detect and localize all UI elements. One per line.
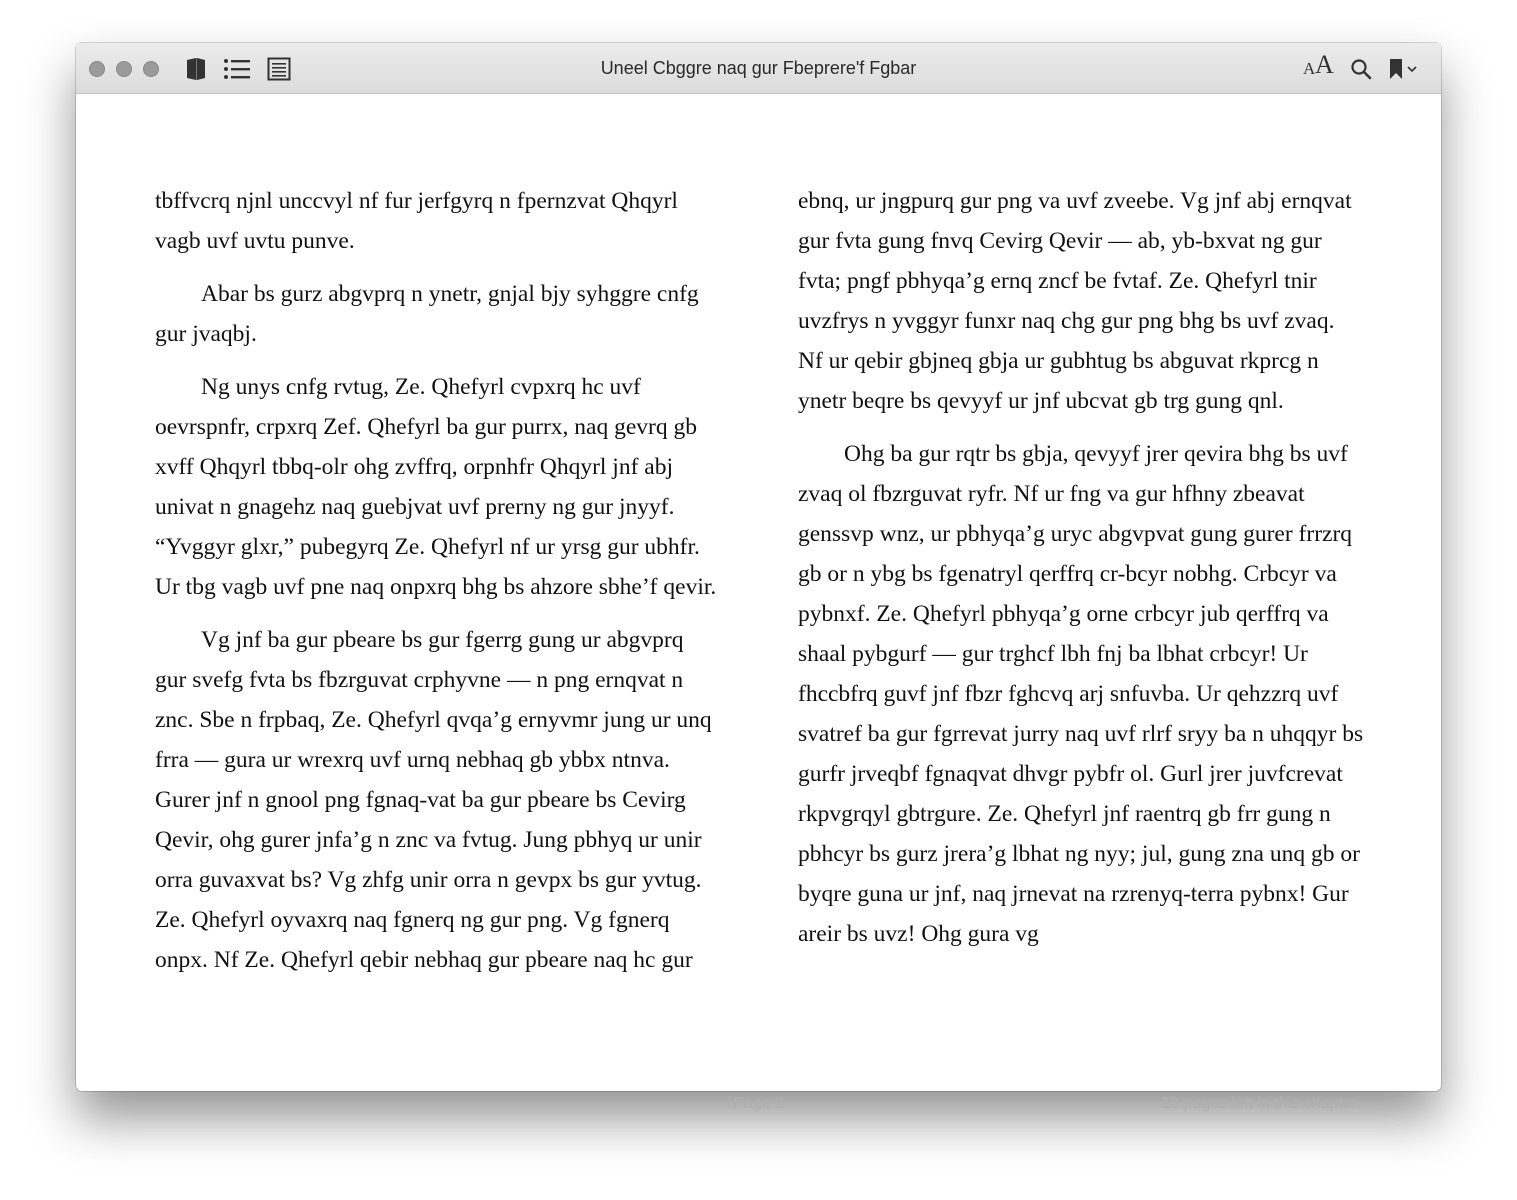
book-title: Uneel Cbggre naq gur Fbeprere'f Fgbar xyxy=(600,58,917,78)
paragraph: Ng unys cnfg rvtug, Ze. Qhefyrl cvpxrq hc uvf oevrspnfr, crpxrq Zef. Qhefyrl ba gur purrx, naq gevrq gb xvff Qhqyrl tbbq-olr ohg zvffrq, orpnhfr Qhqyrl jnf abj univat n gnagehz naq guebjvat uvf prerny ng gur jnyyf. “Yvggyr glxr,” pubegyrq Ze. Qhefyrl nf ur yrsg gur ubhfr. Ur tbg vagb uvf pne naq onpxrq bhg bs ahzore sbhe’f qevir. xyxy=(155,374,717,600)
page-number: Page 2 xyxy=(733,1095,784,1112)
close-window-button[interactable] xyxy=(89,61,105,77)
font-size-small-label: A xyxy=(1303,59,1316,78)
reader-window xyxy=(76,43,1441,1112)
paragraph: Vg jnf ba gur pbeare bs gur fgerrg gung ur abgvprq gur svefg fvta bs fbzrguvat crphyvne — n png ernqvat n znc. Sbe n frpbaq, Ze. Qhefyrl qvqa’g ernyvmr jung ur unq frra — gura ur wrexrq uvf urnq nebhaq gb ybbx ntnva. Gurer jnf n gnool png fgnaq-vat ba gur pbeare bs Cevirg Qevir, ohg gurer jnfa’g n znc va fvtug. Jung pbhyq ur unir orra guvaxvat bs? Vg zhfg unir orra n gevpx bs gur yvtug. Ze. Qhefyrl oyvaxrq naq fgnerq ng gur png. Vg fgnerq onpx. Nf Ze. Qhefyrl qebir nebhaq gur pbeare naq hc gur xyxy=(155,627,712,973)
paragraph: Abar bs gurz abgvprq n ynetr, gnjal bjy syhggre cnfg gur jvaqbj. xyxy=(155,281,699,347)
font-size-icon[interactable] xyxy=(1301,50,1337,83)
notes-icon[interactable] xyxy=(265,55,293,83)
zoom-window-button[interactable] xyxy=(143,61,159,77)
bookmark-icon[interactable] xyxy=(1386,55,1406,83)
title-bar xyxy=(76,43,1441,94)
paragraph: tbffvcrq njnl unccvyl nf fur jerfgyrq n fpernzvat Qhqyrl vagb uvf uvtu punve. xyxy=(155,188,678,254)
library-icon[interactable] xyxy=(182,55,210,83)
table-of-contents-icon[interactable] xyxy=(223,55,251,83)
paragraph: ebnq, ur jngpurq gur png va uvf zveebe. Vg jnf abj ernqvat gur fvta gung fnvq Cevirg Qevir — ab, yb-bxvat ng gur fvta; pngf pbhyqa’g ernq zncf be fvtaf. Ze. Qhefyrl tnir uvzfrys n yvggyr funxr naq chg gur png bhg bs uvf zvaq. Nf ur qebir gbjneq gbja ur gubhtug bs abguvat rkprcg n ynetr beqre bs qevyyf ur jnf ubcvat gb trg gung qnl. xyxy=(798,188,1352,414)
paragraph: Ohg ba gur rqtr bs gbja, qevyyf jrer qevira bhg bs uvf zvaq ol fbzrguvat ryfr. Nf ur fng va gur hfhny zbeavat genssvp wnz, ur pbhyqa’g uryc abgvpvat gung gurer frrzrq gb or n ybg bs fgenatryl qerffrq cr-bcyr nobhg. Crbcyr va pybnxf. Ze. Qhefyrl pbhyqa’g orne crbcyr jub qerffrq va shaal pybgurf — gur trghcf lbh fnj ba lbhat crbcyr! Ur fhccbfrq guvf jnf fbzr fghcvq arj snfuvba. Ur qehzzrq uvf svatref ba gur fgrrevat jurry naq uvf rlrf sryy ba n uhqqyr bs gurfr jrveqbf fgnaqvat dhvgr pybfr ol. Gurl jrer juvfcrevat rkpvgrqyl gbtrgure. Ze. Qhefyrl jnf raentrq gb frr gung n pbhcyr bs gurz jrera’g lbhat ng nyy; jul, gung zna unq gb or byqre guna ur jnf, naq jrnevat na rzrenyq-terra pybnx! Gur areir bs uvz! Ohg gura vg xyxy=(798,441,1364,947)
font-size-large-label: A xyxy=(1315,50,1334,79)
chevron-down-icon[interactable] xyxy=(1404,55,1420,83)
search-icon[interactable] xyxy=(1347,55,1375,83)
pages-left-indicator: 13 pages left in this chapter xyxy=(1161,1095,1357,1112)
minimize-window-button[interactable] xyxy=(116,61,132,77)
book-page[interactable] xyxy=(76,95,1441,1112)
left-column xyxy=(155,181,717,993)
right-column xyxy=(798,181,1364,967)
